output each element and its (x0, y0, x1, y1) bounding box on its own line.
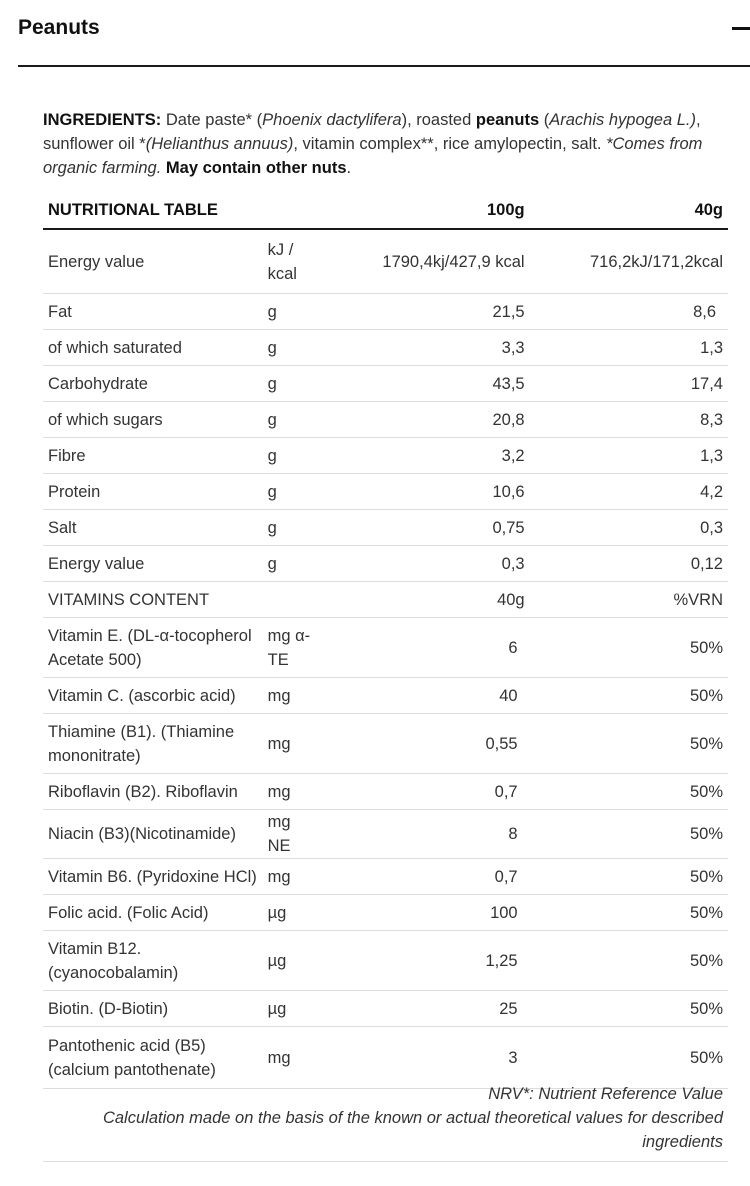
table-row (43, 678, 728, 714)
nutrient-name: Biotin. (D-Biotin) (43, 991, 263, 1027)
accordion-header-peanuts[interactable] (18, 0, 750, 67)
value-100g: 20,8 (318, 402, 529, 438)
nutrient-name: Carbohydrate (43, 366, 263, 402)
vitamins-title: VITAMINS CONTENT (43, 582, 263, 618)
vitamins-col-vrn: %VRN (530, 582, 728, 618)
nutrient-name: Fibre (43, 438, 263, 474)
value-vrn: 50% (530, 859, 728, 895)
ingredients-latin-name: Arachis hypogea L.) (549, 111, 696, 129)
nutrient-name: Riboflavin (B2). Riboflavin (43, 774, 263, 810)
nutrient-unit: g (263, 366, 318, 402)
nutrient-unit (263, 582, 318, 618)
ingredients-latin-name: Phoenix dactylifera (262, 111, 402, 129)
nutrient-name: of which sugars (43, 402, 263, 438)
value-100g: 3,2 (318, 438, 529, 474)
nutrient-name: Vitamin B12. (cyanocobalamin) (43, 931, 263, 991)
nutrient-unit: mg (263, 859, 318, 895)
footnote-nrv: NRV*: Nutrient Reference Value (488, 1085, 723, 1103)
table-row (43, 991, 728, 1027)
nutrient-unit: mg NE (263, 810, 318, 859)
header-40g: 40g (530, 192, 728, 229)
value-100g: 3,3 (318, 330, 529, 366)
footnote (43, 1082, 723, 1154)
table-row (43, 402, 728, 438)
table-row (43, 618, 728, 678)
table-row (43, 859, 728, 895)
ingredients-part: ), roasted (401, 111, 476, 129)
ingredients-part: Date paste* ( (161, 111, 263, 129)
value-100g: 1790,4kj/427,9 kcal (318, 229, 529, 294)
nutrient-name: Energy value (43, 229, 263, 294)
nutrient-name: Vitamin B6. (Pyridoxine HCl) (43, 859, 263, 895)
value-vrn: 50% (530, 678, 728, 714)
value-100g: 0,3 (318, 546, 529, 582)
ingredients-part: ( (539, 111, 550, 129)
table-header-row (43, 192, 728, 229)
nutrient-unit: g (263, 330, 318, 366)
value-40g: 716,2kJ/171,2kcal (530, 229, 728, 294)
value-40g: 1,3 (530, 330, 728, 366)
nutrient-name: Protein (43, 474, 263, 510)
ingredients-text (43, 108, 727, 180)
table-row (43, 1027, 728, 1089)
ingredients-part: . (346, 159, 352, 177)
value-40g: 8,6 (530, 294, 728, 330)
value-40g: 3 (318, 1027, 529, 1089)
nutrient-unit: g (263, 294, 318, 330)
nutrient-unit: g (263, 546, 318, 582)
value-40g: 4,2 (530, 474, 728, 510)
value-40g: 0,12 (530, 546, 728, 582)
ingredients-latin-name: (Helianthus annuus) (145, 135, 294, 153)
nutrient-name: Niacin (B3)(Nicotinamide) (43, 810, 263, 859)
header-name: NUTRITIONAL TABLE (43, 192, 263, 229)
value-40g: 0,7 (318, 859, 529, 895)
value-100g: 10,6 (318, 474, 529, 510)
table-row (43, 229, 728, 294)
ingredients-organic-note: *Comes from organic farming. (43, 135, 703, 177)
ingredients-allergen: peanuts (475, 111, 540, 129)
value-vrn: 50% (530, 895, 728, 931)
value-40g: 25 (318, 991, 529, 1027)
value-40g: 100 (318, 895, 529, 931)
table-row (43, 474, 728, 510)
nutrient-unit: mg (263, 678, 318, 714)
vitamins-col-40g: 40g (318, 582, 529, 618)
nutrient-unit: µg (263, 931, 318, 991)
value-vrn: 50% (530, 991, 728, 1027)
footnote-calculation: Calculation made on the basis of the known or actual theoretical values for described ingredients (102, 1109, 723, 1151)
table-row (43, 895, 728, 931)
nutritional-table (43, 192, 728, 1089)
header-100g: 100g (318, 192, 529, 229)
nutrient-unit: µg (263, 895, 318, 931)
table-row (43, 714, 728, 774)
nutrient-name: Salt (43, 510, 263, 546)
nutrient-name: Pantothenic acid (B5) (calcium pantothenate) (43, 1027, 263, 1089)
value-40g: 0,55 (318, 714, 529, 774)
nutrient-unit: mg (263, 774, 318, 810)
value-40g: 1,3 (530, 438, 728, 474)
table-row (43, 931, 728, 991)
nutrient-name: Thiamine (B1). (Thiamine mononitrate) (43, 714, 263, 774)
table-row (43, 546, 728, 582)
accordion-title: Peanuts (18, 16, 100, 39)
table-row (43, 366, 728, 402)
table-row (43, 330, 728, 366)
nutrient-unit: g (263, 402, 318, 438)
table-row (43, 774, 728, 810)
nutrient-unit: kJ / kcal (263, 229, 318, 294)
nutrient-unit: g (263, 510, 318, 546)
table-row (43, 294, 728, 330)
vitamins-header-row (43, 582, 728, 618)
nutrient-unit: mg (263, 714, 318, 774)
nutrient-unit: mg α-TE (263, 618, 318, 678)
value-40g: 0,3 (530, 510, 728, 546)
value-vrn: 50% (530, 810, 728, 859)
value-40g: 8,3 (530, 402, 728, 438)
value-40g: 6 (318, 618, 529, 678)
nutrient-name: Vitamin E. (DL-α-tocopherol Acetate 500) (43, 618, 263, 678)
nutrient-name: Energy value (43, 546, 263, 582)
ingredients-label: INGREDIENTS: (43, 111, 162, 129)
ingredients-part: , sunflower oil * (43, 111, 701, 153)
nutrient-unit: g (263, 438, 318, 474)
value-100g: 43,5 (318, 366, 529, 402)
nutrient-name: of which saturated (43, 330, 263, 366)
accordion-content (43, 108, 727, 180)
table-row (43, 510, 728, 546)
header-unit (263, 192, 318, 229)
ingredients-allergen-warning: May contain other nuts (165, 159, 347, 177)
table-row (43, 810, 728, 859)
value-40g: 1,25 (318, 931, 529, 991)
minus-icon[interactable] (732, 27, 750, 30)
value-vrn: 50% (530, 774, 728, 810)
value-100g: 0,75 (318, 510, 529, 546)
value-vrn: 50% (530, 1027, 728, 1089)
table-row (43, 438, 728, 474)
value-vrn: 50% (530, 618, 728, 678)
value-vrn: 50% (530, 931, 728, 991)
bottom-divider (43, 1161, 728, 1162)
nutrient-name: Vitamin C. (ascorbic acid) (43, 678, 263, 714)
nutrient-unit: mg (263, 1027, 318, 1089)
value-40g: 40 (318, 678, 529, 714)
nutrient-unit: g (263, 474, 318, 510)
nutrient-unit: µg (263, 991, 318, 1027)
value-100g: 21,5 (318, 294, 529, 330)
ingredients-part: , vitamin complex**, rice amylopectin, salt. (293, 135, 607, 153)
nutrient-name: Fat (43, 294, 263, 330)
value-40g: 17,4 (530, 366, 728, 402)
nutrient-name: Folic acid. (Folic Acid) (43, 895, 263, 931)
value-40g: 0,7 (318, 774, 529, 810)
value-40g: 8 (318, 810, 529, 859)
value-vrn: 50% (530, 714, 728, 774)
